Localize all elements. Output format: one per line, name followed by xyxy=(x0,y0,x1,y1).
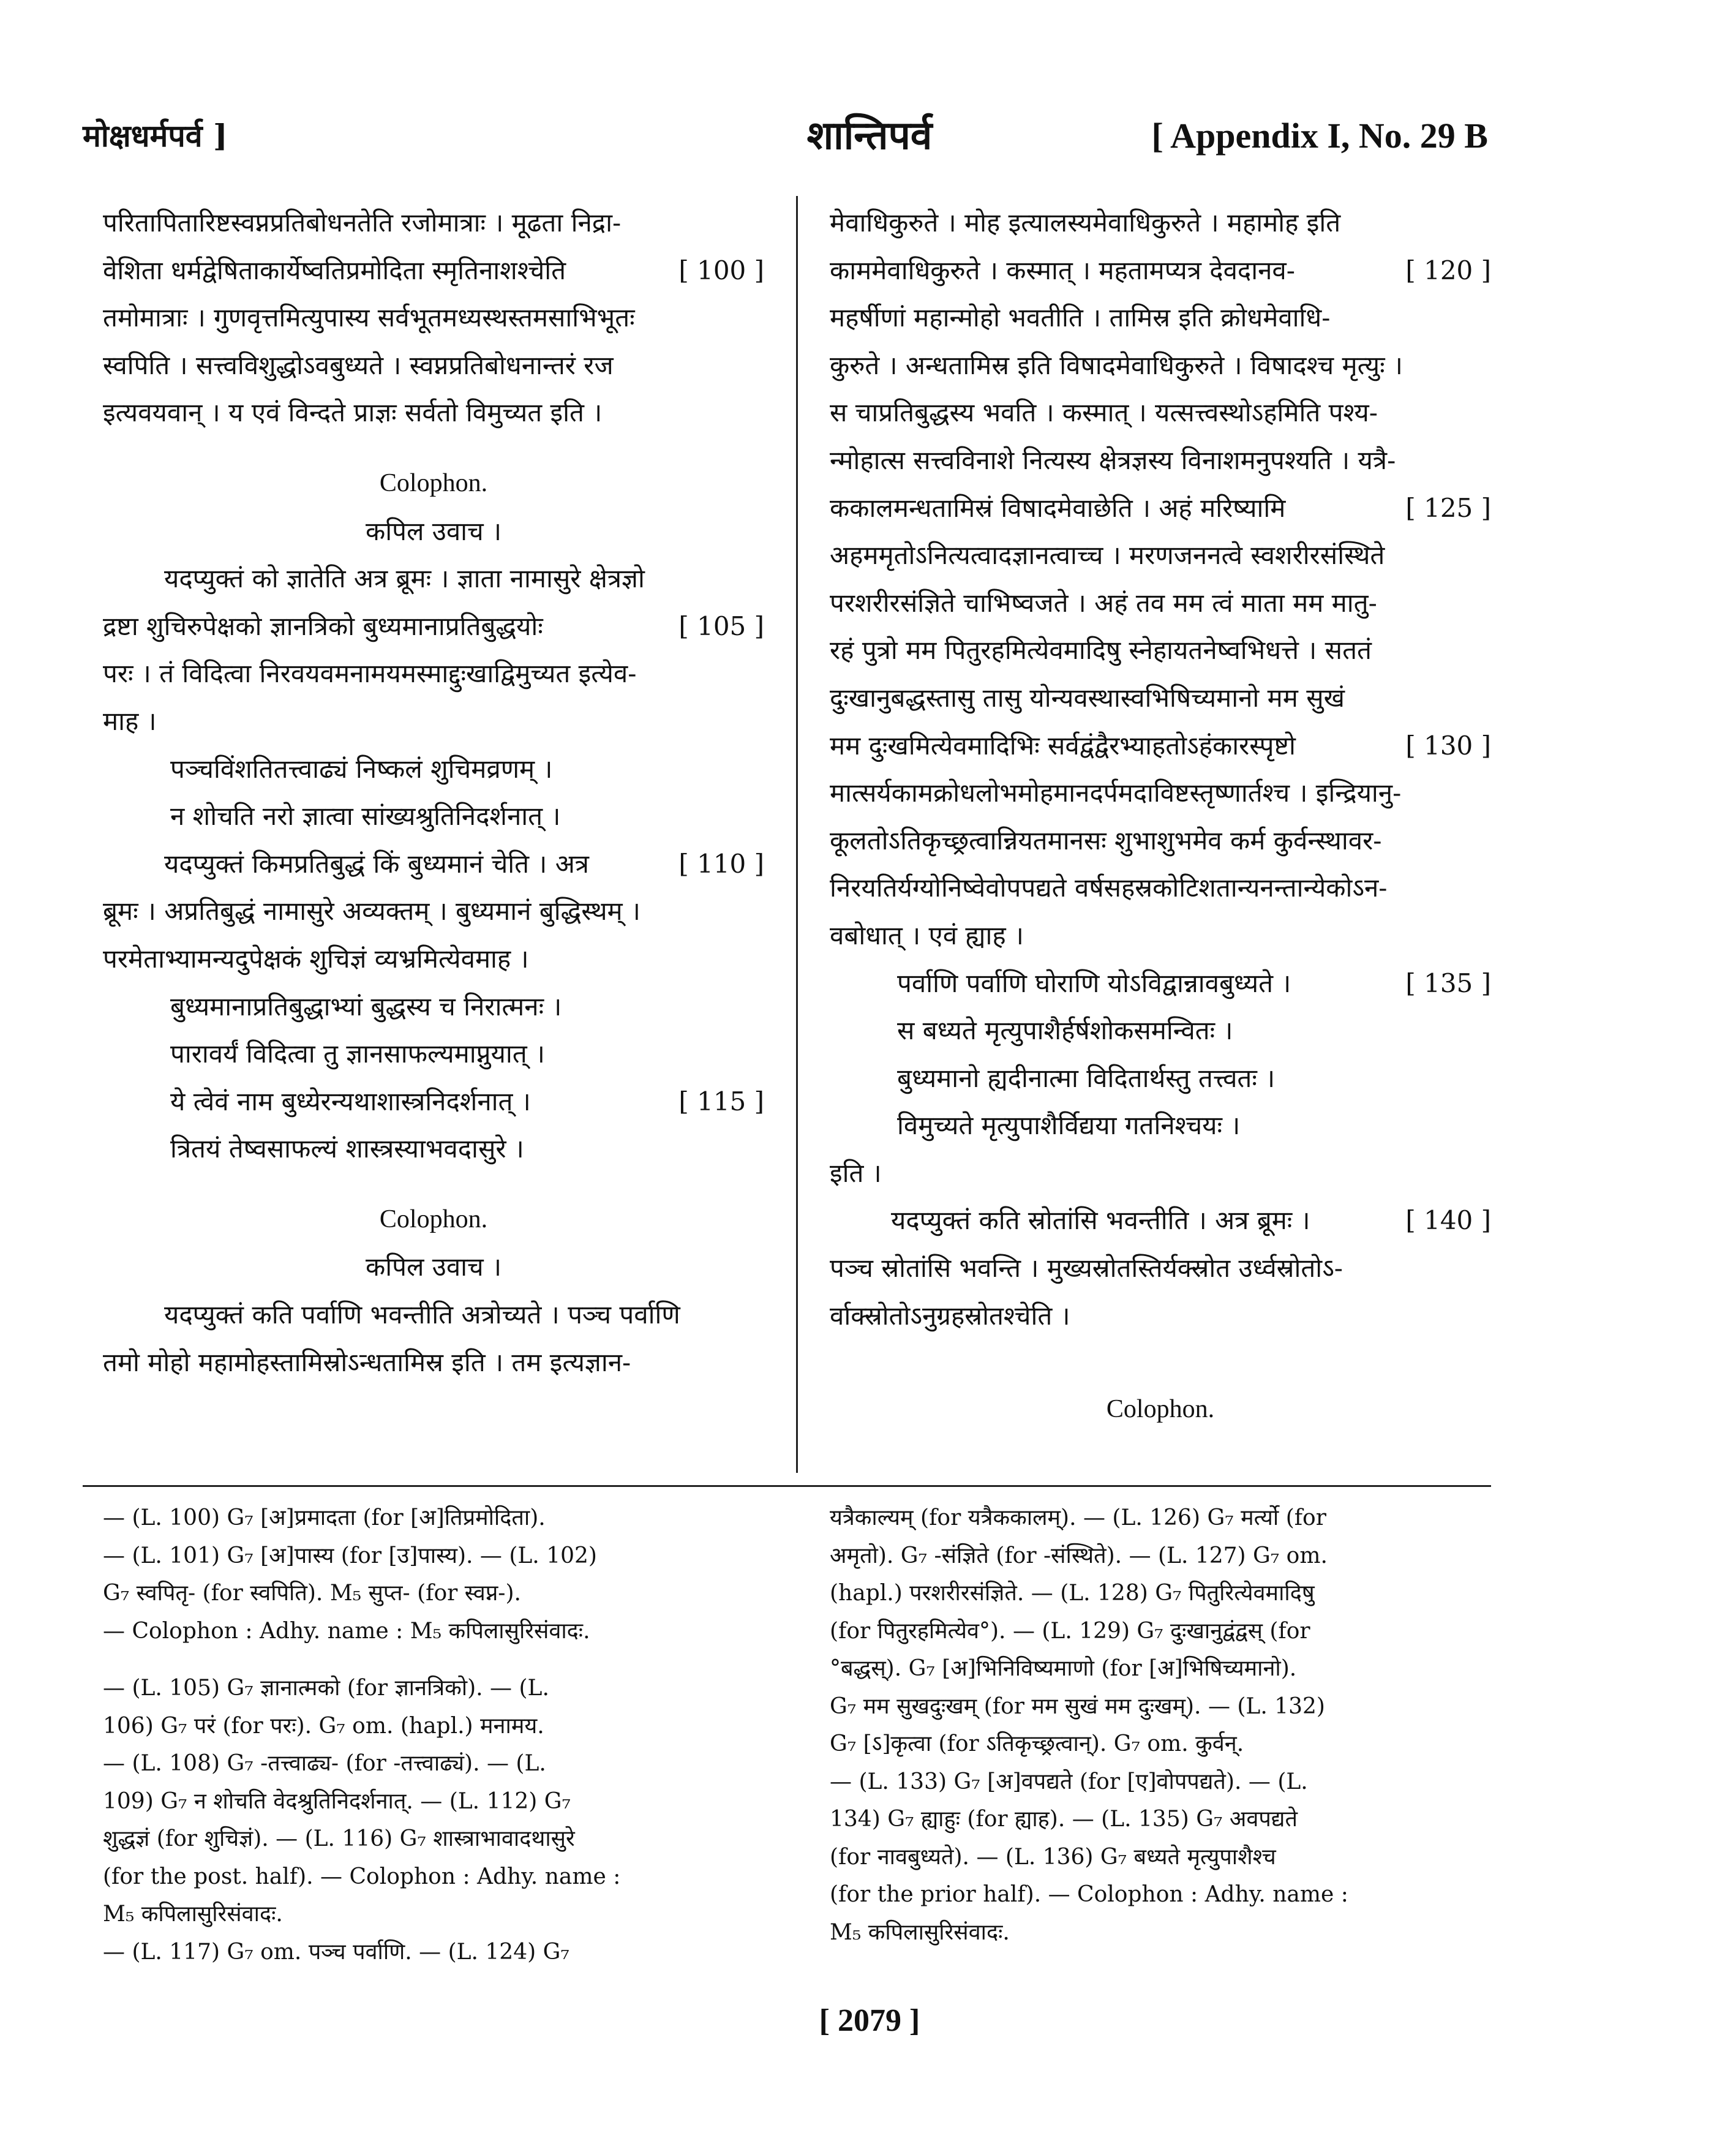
text-line: मात्सर्यकामक्रोधलोभमोहमानदर्पमदाविष्टस्तृष्णार्तश्च । इन्द्रियानु- xyxy=(830,778,1402,808)
header-section-title: मोक्षधर्मपर्व ] xyxy=(83,118,228,154)
footnote-line: M₅ कपिलासुरिसंवादः. xyxy=(103,1902,283,1927)
text-line: रहं पुत्रो मम पितुरहमित्येवमादिषु स्नेहायतनेष्वभिधत्ते । सततं xyxy=(830,635,1372,666)
speaker-heading: कपिल उवाच । xyxy=(365,516,502,546)
footnote-line: M₅ कपिलासुरिसंवादः. xyxy=(830,1919,1010,1945)
footnote-line: — (L. 108) G₇ -तत्त्वाढ्य- (for -तत्त्वाढ्यं). — (L. xyxy=(103,1751,546,1776)
line-number: [ 140 ] xyxy=(1405,1205,1491,1236)
footnote-line: (for the prior half). — Colophon : Adhy. name : xyxy=(830,1882,1348,1907)
text-line: वबोधात् । एवं ह्याह । xyxy=(830,920,1024,950)
text-line: तमोमात्राः । गुणवृत्तमित्युपास्य सर्वभूतमध्यस्थस्तमसाभिभूतः xyxy=(103,303,635,333)
text-line: मेवाधिकुरुते । मोह इत्यालस्यमेवाधिकुरुते । महामोह इति xyxy=(830,208,1341,238)
text-line: ब्रूमः । अप्रतिबुद्धं नामासुरे अव्यक्तम् । बुध्यमानं बुद्धिस्थम् । xyxy=(103,896,641,927)
line-number: [ 110 ] xyxy=(678,848,764,879)
text-line: परशरीरसंज्ञिते चाभिष्वजते । अहं तव मम त्वं माता मम मातु- xyxy=(830,587,1377,618)
column-divider xyxy=(796,196,798,1473)
text-line: परः । तं विदित्वा निरवयवमनामयमस्माद्दुःखाद्विमुच्यत इत्येव- xyxy=(103,658,637,689)
text-line: यदप्युक्तं किमप्रतिबुद्धं किं बुध्यमानं चेति । अत्र [ 110 ] xyxy=(103,840,764,888)
left-column xyxy=(103,199,764,1386)
text-line: अहममृतोऽनित्यत्वादज्ञानत्वाच्च । मरणजननत्वे स्वशरीरसंस्थिते xyxy=(830,540,1385,571)
footnote-line: G₇ स्वपितृ- (for स्वपिति). M₅ सुप्त- (for स्वप्न-). xyxy=(103,1581,521,1606)
text-line: र्वाक्स्रोतोऽनुग्रहस्रोतश्चेति । xyxy=(830,1300,1070,1331)
footnote-line: (for the post. half). — Colophon : Adhy. name : xyxy=(103,1864,621,1889)
footnote-line: अमृतो). G₇ -संज्ञिते (for -संस्थिते). — (L. 127) G₇ om. xyxy=(830,1543,1328,1568)
text-line: दुःखानुबद्धस्तासु तासु योन्यवस्थास्वभिषिच्यमानो मम सुखं xyxy=(830,682,1345,713)
right-column xyxy=(830,199,1491,1434)
header-appendix-ref: [ Appendix I, No. 29 B xyxy=(1151,116,1488,156)
colophon-label: Colophon. xyxy=(379,1205,488,1233)
header-book-title: शान्तिपर्व xyxy=(806,113,933,159)
line-number: [ 120 ] xyxy=(1405,255,1491,285)
speaker-heading: कपिल उवाच । xyxy=(365,1252,502,1282)
text-line: न्मोहात्स सत्त्वविनाशे नित्यस्य क्षेत्रज्ञस्य विनाशमनुपश्यति । यत्रै- xyxy=(830,445,1396,475)
text-line: तमो मोहो महामोहस्तामिस्रोऽन्धतामिस्र इति । तम इत्यज्ञान- xyxy=(103,1347,631,1377)
footnote-line: (hapl.) परशरीरसंज्ञिते. — (L. 128) G₇ पितुरित्येवमादिषु xyxy=(830,1581,1315,1606)
verse-line: ये त्वेवं नाम बुध्येरन्यथाशास्त्रनिदर्शनात् । [ 115 ] xyxy=(103,1078,764,1126)
text-line: यदप्युक्तं कति पर्वाणि भवन्तीति अत्रोच्यते । पञ्च पर्वाणि xyxy=(164,1300,680,1330)
footnote-line: — Colophon : Adhy. name : M₅ कपिलासुरिसंवादः. xyxy=(103,1618,590,1644)
text-line: द्रष्टा शुचिरुपेक्षको ज्ञानत्रिको बुध्यमानाप्रतिबुद्धयोः [ 105 ] xyxy=(103,603,764,650)
text-line: कूलतोऽतिकृच्छ्रत्वान्नियतमानसः शुभाशुभमेव कर्म कुर्वन्स्थावर- xyxy=(830,825,1382,856)
page-number: [ 2079 ] xyxy=(819,2003,920,2038)
text-line: ककालमन्धतामिस्रं विषादमेवाछेति । अहं मरिष्यामि [ 125 ] xyxy=(830,484,1491,532)
iti-line: इति । xyxy=(830,1157,882,1188)
line-number: [ 130 ] xyxy=(1405,730,1491,761)
footnote-line: 134) G₇ ह्याहुः (for ह्याह). — (L. 135) G₇ अवपद्यते xyxy=(830,1807,1298,1832)
colophon-label: Colophon. xyxy=(1106,1395,1215,1424)
text-line: मम दुःखमित्येवमादिभिः सर्वद्वंद्वैरभ्याहतोऽहंकारस्पृष्टो [ 130 ] xyxy=(830,722,1491,770)
line-number: [ 115 ] xyxy=(678,1086,764,1116)
verse-line: पर्वाणि पर्वाणि घोराणि योऽविद्वान्नावबुध्यते । [ 135 ] xyxy=(830,960,1491,1007)
verse-line: स बध्यते मृत्युपाशैर्हर्षशोकसमन्वितः । xyxy=(897,1015,1233,1046)
verse-line: बुध्यमानाप्रतिबुद्धाभ्यां बुद्धस्य च निरात्मनः । xyxy=(170,991,562,1022)
verse-line: त्रितयं तेष्वसाफल्यं शास्त्रस्याभवदासुरे । xyxy=(170,1134,524,1164)
footnote-line: 106) G₇ परं (for परः). G₇ om. (hapl.) मनामय. xyxy=(103,1713,544,1739)
line-number: [ 105 ] xyxy=(678,611,764,641)
text-line: वेशिता धर्मद्वेषिताकार्येष्वतिप्रमोदिता स्मृतिनाशश्चेति [ 100 ] xyxy=(103,247,764,295)
text-line: परितापितारिष्टस्वप्नप्रतिबोधनतेति रजोमात्राः । मूढता निद्रा- xyxy=(103,208,622,238)
verse-line: विमुच्यते मृत्युपाशैर्विद्यया गतनिश्चयः । xyxy=(897,1110,1241,1141)
footnote-line: — (L. 101) G₇ [अ]पास्य (for [उ]पास्य). — (L. 102) xyxy=(103,1543,597,1568)
text-line: माह । xyxy=(103,706,157,736)
footnote-line: — (L. 100) G₇ [अ]प्रमादता (for [अ]तिप्रमोदिता). xyxy=(103,1505,546,1530)
footnote-line: — (L. 133) G₇ [अ]वपद्यते (for [ए]वोपपद्यते). — (L. xyxy=(830,1769,1308,1794)
text-line: इत्यवयवान् । य एवं विन्दते प्राज्ञः सर्वतो विमुच्यत इति । xyxy=(103,397,603,428)
verse-line: न शोचति नरो ज्ञात्वा सांख्यश्रुतिनिदर्शनात् । xyxy=(170,801,561,832)
text-line: कुरुते । अन्धतामिस्र इति विषादमेवाधिकुरुते । विषादश्च मृत्युः । xyxy=(830,350,1403,380)
footnote-line: °बद्धस्). G₇ [अ]भिनिविष्यमाणो (for [अ]भिषिच्यमानो). xyxy=(830,1656,1297,1681)
footnote-line: G₇ मम सुखदुःखम् (for मम सुखं मम दुःखम्). — (L. 132) xyxy=(830,1693,1325,1719)
footnote-line: G₇ [ऽ]कृत्वा (for ऽतिकृच्छ्रत्वान्). G₇ om. कुर्वन्. xyxy=(830,1731,1244,1756)
text-line: परमेताभ्यामन्यदुपेक्षकं शुचिज्ञं व्यभ्रमित्येवमाह । xyxy=(103,943,529,974)
footnote-rule xyxy=(83,1485,1491,1487)
footnote-line: — (L. 117) G₇ om. पञ्च पर्वाणि. — (L. 124) G₇ xyxy=(103,1939,569,1965)
text-line: निरयतिर्यग्योनिष्वेवोपपद्यते वर्षसहस्रकोटिशतान्यनन्तान्येकोऽन- xyxy=(830,873,1388,903)
line-number: [ 100 ] xyxy=(678,255,764,285)
footnotes-right xyxy=(830,1499,1491,1951)
footnotes-left xyxy=(103,1499,764,1971)
text-line: पञ्च स्रोतांसि भवन्ति । मुख्यस्रोतस्तिर्यक्स्रोत उर्ध्वस्रोतोऽ- xyxy=(830,1253,1343,1284)
text-line: काममेवाधिकुरुते । कस्मात् । महतामप्यत्र देवदानव- [ 120 ] xyxy=(830,247,1491,295)
line-number: [ 125 ] xyxy=(1405,492,1491,523)
footnote-line: 109) G₇ न शोचति वेदश्रुतिनिदर्शनात्. — (L. 112) G₇ xyxy=(103,1788,571,1814)
line-number: [ 135 ] xyxy=(1405,968,1491,998)
footnote-line: शुद्धज्ञं (for शुचिज्ञं). — (L. 116) G₇ शास्त्राभावादथासुरे xyxy=(103,1826,575,1851)
verse-line: पञ्चविंशतितत्त्वाढ्यं निष्कलं शुचिमव्रणम् । xyxy=(170,753,553,784)
text-line: स्वपिति । सत्त्वविशुद्धोऽवबुध्यते । स्वप्नप्रतिबोधनान्तरं रज xyxy=(103,350,614,380)
footnote-line: (for नावबुध्यते). — (L. 136) G₇ बध्यते मृत्युपाशैश्च xyxy=(830,1844,1276,1870)
text-line: यदप्युक्तं को ज्ञातेति अत्र ब्रूमः । ज्ञाता नामासुरे क्षेत्रज्ञो xyxy=(164,563,645,594)
text-line: स चाप्रतिबुद्धस्य भवति । कस्मात् । यत्सत्त्वस्थोऽहमिति पश्य- xyxy=(830,397,1378,428)
text-line: यदप्युक्तं कति स्रोतांसि भवन्तीति । अत्र ब्रूमः । [ 140 ] xyxy=(830,1197,1491,1244)
footnote-line: — (L. 105) G₇ ज्ञानात्मको (for ज्ञानत्रिको). — (L. xyxy=(103,1676,549,1701)
verse-line: बुध्यमानो ह्यदीनात्मा विदितार्थस्तु तत्त्वतः । xyxy=(897,1063,1276,1093)
text-line: महर्षीणां महान्मोहो भवतीति । तामिस्र इति क्रोधमेवाधि- xyxy=(830,303,1331,333)
footnote-line: यत्रैकाल्यम् (for यत्रैककालम्). — (L. 126) G₇ मर्त्यो (for xyxy=(830,1505,1326,1530)
colophon-label: Colophon. xyxy=(379,468,488,497)
verse-line: पारावर्यं विदित्वा तु ज्ञानसाफल्यमाप्नुयात् । xyxy=(170,1039,545,1069)
footnote-line: (for पितुरहमित्येव°). — (L. 129) G₇ दुःखानुद्वंद्वस् (for xyxy=(830,1618,1310,1644)
